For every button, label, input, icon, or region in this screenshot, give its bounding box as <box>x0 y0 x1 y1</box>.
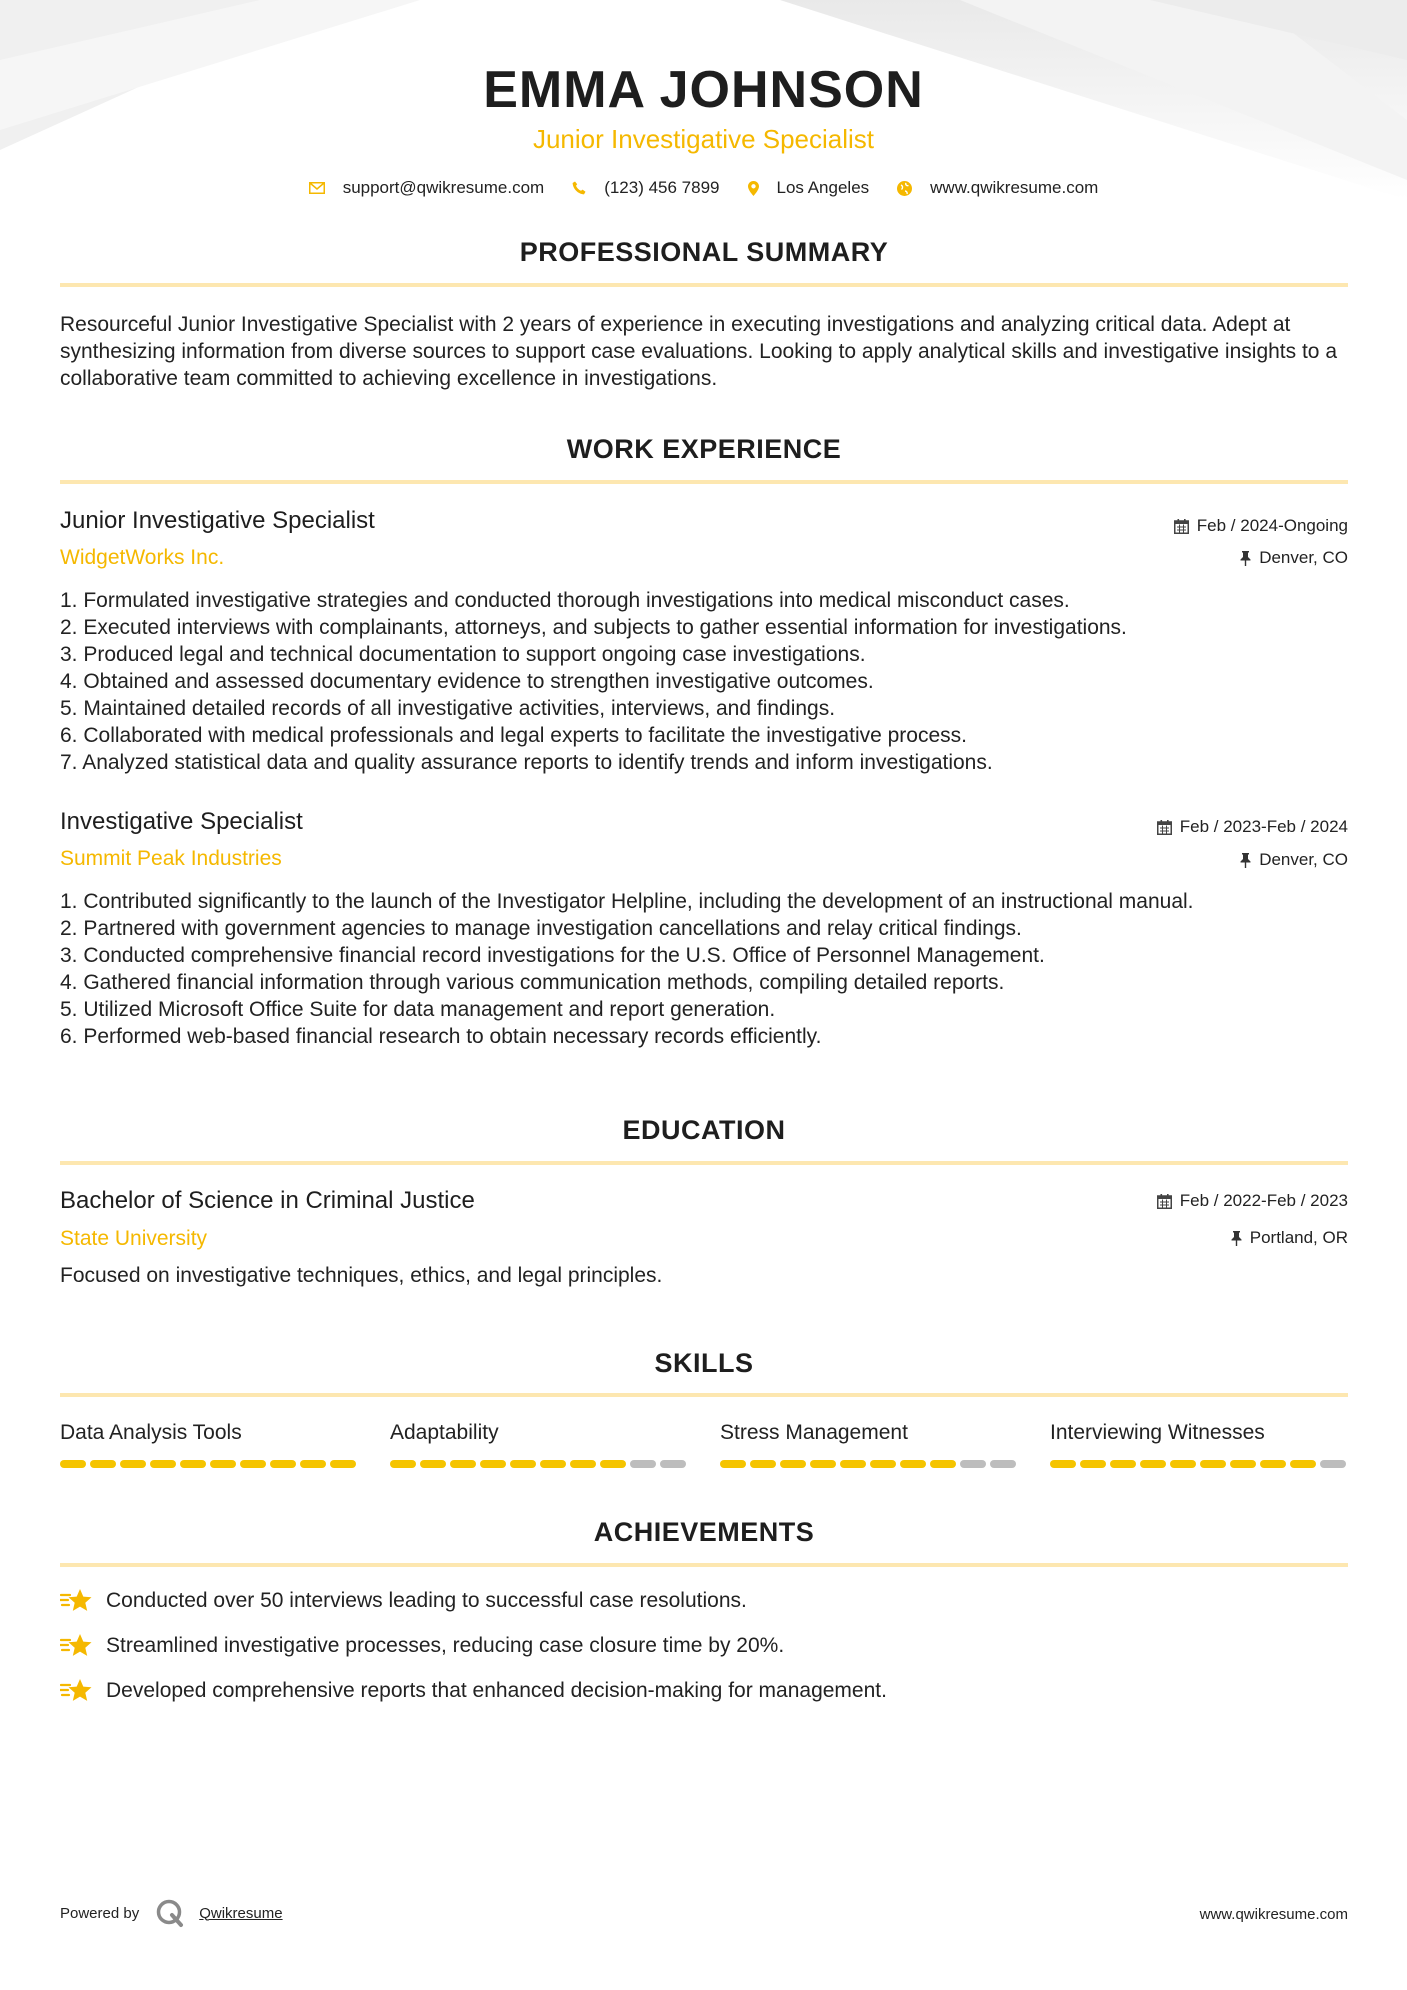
school-name: State University <box>60 1227 208 1250</box>
achievement-item <box>60 1678 887 1704</box>
resume-header <box>0 58 1407 198</box>
rating-dot-filled <box>300 1460 326 1468</box>
contact-phone[interactable] <box>572 178 719 198</box>
rating-dot-filled <box>150 1460 176 1468</box>
summary-text: Resourceful Junior Investigative Specialist with 2 years of experience in executing investigations and analyzing critical data. Adept at synthesizing information from diverse sources to support case evaluations. Looking to apply analytical skills and investigative insights to a collaborative team committed to achieving excellence in investigations. <box>60 313 1338 390</box>
rating-dot-filled <box>510 1460 536 1468</box>
location-text: Los Angeles <box>776 178 870 197</box>
footer-website[interactable]: www.qwikresume.com <box>1199 1906 1348 1923</box>
job-date-text: Feb / 2024-Ongoing <box>1196 516 1348 535</box>
achievement-text: Conducted over 50 interviews leading to successful case resolutions. <box>106 1589 747 1612</box>
degree-title: Bachelor of Science in Criminal Justice <box>60 1187 475 1214</box>
rating-dot-filled <box>1230 1460 1256 1468</box>
list-item: 4. Obtained and assessed documentary evidence to strengthen investigative outcomes. <box>60 670 874 693</box>
job-date <box>1157 817 1348 837</box>
skills-heading: SKILLS <box>654 1348 754 1378</box>
summary-heading: PROFESSIONAL SUMMARY <box>519 237 889 267</box>
rating-dot-empty <box>660 1460 686 1468</box>
contact-bar <box>0 178 1407 198</box>
list-item: 5. Utilized Microsoft Office Suite for data management and report generation. <box>60 998 776 1021</box>
job-location-text: Denver, CO <box>1259 548 1348 567</box>
job-title: Junior Investigative Specialist <box>60 507 375 534</box>
list-item: 7. Analyzed statistical data and quality assurance reports to identify trends and inform investigations. <box>60 751 993 774</box>
phone-text: (123) 456 7899 <box>604 178 720 197</box>
rating-dot-empty <box>630 1460 656 1468</box>
qwikresume-logo-icon <box>155 1898 185 1928</box>
list-item: 1. Formulated investigative strategies and conducted thorough investigations into medical misconduct cases. <box>60 589 1070 612</box>
brand-link[interactable]: Qwikresume <box>199 1904 283 1922</box>
achievements-divider <box>60 1563 1348 1567</box>
education-location <box>1231 1228 1348 1248</box>
pushpin-icon <box>1240 551 1251 566</box>
rating-dot-filled <box>1200 1460 1226 1468</box>
rating-dot-filled <box>1110 1460 1136 1468</box>
rating-dot-filled <box>750 1460 776 1468</box>
education-date <box>1157 1191 1348 1211</box>
list-item: 1. Contributed significantly to the launch of the Investigator Helpline, including the development of an instructional manual. <box>60 890 1194 913</box>
rating-dot-filled <box>240 1460 266 1468</box>
pushpin-icon <box>1231 1231 1242 1246</box>
website-text: www.qwikresume.com <box>930 178 1099 197</box>
company-name: Summit Peak Industries <box>60 847 282 870</box>
rating-dot-filled <box>60 1460 86 1468</box>
job-title: Investigative Specialist <box>60 808 303 835</box>
powered-by-label: Powered by <box>60 1904 140 1922</box>
rating-dot-filled <box>1080 1460 1106 1468</box>
list-item: 4. Gathered financial information through various communication methods, compiling detailed reports. <box>60 971 1005 994</box>
rating-dot-filled <box>180 1460 206 1468</box>
rating-dot-filled <box>480 1460 506 1468</box>
skill-rating <box>60 1460 360 1468</box>
achievement-item <box>60 1588 747 1614</box>
rating-dot-filled <box>210 1460 236 1468</box>
rating-dot-filled <box>540 1460 566 1468</box>
candidate-name: EMMA JOHNSON <box>483 61 924 119</box>
experience-heading: WORK EXPERIENCE <box>566 434 842 464</box>
rating-dot-filled <box>1290 1460 1316 1468</box>
skill-rating <box>1050 1460 1350 1468</box>
calendar-icon <box>1174 519 1189 534</box>
achievement-text: Developed comprehensive reports that enhanced decision-making for management. <box>106 1679 887 1702</box>
skill-item <box>1050 1420 1350 1468</box>
contact-location <box>748 178 870 198</box>
list-item: 6. Collaborated with medical professionals and legal experts to facilitate the investigative process. <box>60 724 967 747</box>
experience-divider <box>60 480 1348 484</box>
list-item: 5. Maintained detailed records of all investigative activities, interviews, and findings. <box>60 697 836 720</box>
rating-dot-filled <box>810 1460 836 1468</box>
rating-dot-filled <box>450 1460 476 1468</box>
rating-dot-filled <box>900 1460 926 1468</box>
globe-icon <box>897 181 912 196</box>
rating-dot-filled <box>90 1460 116 1468</box>
skill-rating <box>390 1460 690 1468</box>
rating-dot-filled <box>390 1460 416 1468</box>
pushpin-icon <box>1240 853 1251 868</box>
rating-dot-filled <box>420 1460 446 1468</box>
job-date-text: Feb / 2023-Feb / 2024 <box>1179 817 1348 836</box>
map-pin-icon <box>748 181 759 196</box>
email-text: support@qwikresume.com <box>342 178 545 197</box>
achievements-heading: ACHIEVEMENTS <box>593 1517 815 1547</box>
job-date <box>1174 516 1348 536</box>
list-item: 6. Performed web-based financial research to obtain necessary records efficiently. <box>60 1025 822 1048</box>
education-location-text: Portland, OR <box>1249 1228 1348 1247</box>
rating-dot-filled <box>1260 1460 1286 1468</box>
rating-dot-filled <box>780 1460 806 1468</box>
rating-dot-filled <box>330 1460 356 1468</box>
skill-item <box>60 1420 360 1468</box>
skill-item <box>390 1420 690 1468</box>
skill-item <box>720 1420 1020 1468</box>
skills-list <box>60 1420 1350 1468</box>
rating-dot-empty <box>990 1460 1016 1468</box>
education-heading: EDUCATION <box>622 1115 786 1145</box>
rating-dot-filled <box>600 1460 626 1468</box>
star-icon <box>60 1678 94 1704</box>
list-item: 3. Produced legal and technical documentation to support ongoing case investigations. <box>60 643 866 666</box>
rating-dot-filled <box>1140 1460 1166 1468</box>
achievement-text: Streamlined investigative processes, reducing case closure time by 20%. <box>106 1634 785 1657</box>
list-item: 2. Executed interviews with complainants, attorneys, and subjects to gather essential information for investigations. <box>60 616 1127 639</box>
list-item: 2. Partnered with government agencies to manage investigation cancellations and relay critical findings. <box>60 917 1022 940</box>
rating-dot-filled <box>120 1460 146 1468</box>
skill-name: Stress Management <box>720 1421 908 1444</box>
contact-email[interactable] <box>309 178 545 198</box>
job-location-text: Denver, CO <box>1259 850 1348 869</box>
job-location <box>1240 548 1348 568</box>
star-icon <box>60 1588 94 1614</box>
rating-dot-filled <box>1170 1460 1196 1468</box>
education-divider <box>60 1161 1348 1165</box>
envelope-icon <box>309 182 325 194</box>
company-name: WidgetWorks Inc. <box>60 546 225 569</box>
job-responsibilities <box>60 587 1360 776</box>
skill-name: Interviewing Witnesses <box>1050 1421 1265 1444</box>
star-icon <box>60 1633 94 1659</box>
rating-dot-filled <box>270 1460 296 1468</box>
job-responsibilities <box>60 888 1360 1050</box>
skill-name: Data Analysis Tools <box>60 1421 242 1444</box>
phone-icon <box>572 181 586 195</box>
skills-divider <box>60 1393 1348 1397</box>
rating-dot-filled <box>570 1460 596 1468</box>
rating-dot-filled <box>1050 1460 1076 1468</box>
list-item: 3. Conducted comprehensive financial record investigations for the U.S. Office of Personnel Management. <box>60 944 1045 967</box>
candidate-title: Junior Investigative Specialist <box>532 124 875 154</box>
footer-branding <box>60 1898 283 1928</box>
achievement-item <box>60 1633 784 1659</box>
rating-dot-filled <box>720 1460 746 1468</box>
skill-rating <box>720 1460 1020 1468</box>
job-location <box>1240 850 1348 870</box>
rating-dot-filled <box>930 1460 956 1468</box>
rating-dot-filled <box>840 1460 866 1468</box>
rating-dot-empty <box>1320 1460 1346 1468</box>
calendar-icon <box>1157 820 1172 835</box>
summary-divider <box>60 283 1348 287</box>
contact-website[interactable] <box>897 178 1098 198</box>
education-date-text: Feb / 2022-Feb / 2023 <box>1179 1191 1348 1210</box>
rating-dot-filled <box>870 1460 896 1468</box>
education-description: Focused on investigative techniques, ethics, and legal principles. <box>60 1264 663 1287</box>
calendar-icon <box>1157 1194 1172 1209</box>
skill-name: Adaptability <box>390 1421 499 1444</box>
rating-dot-empty <box>960 1460 986 1468</box>
